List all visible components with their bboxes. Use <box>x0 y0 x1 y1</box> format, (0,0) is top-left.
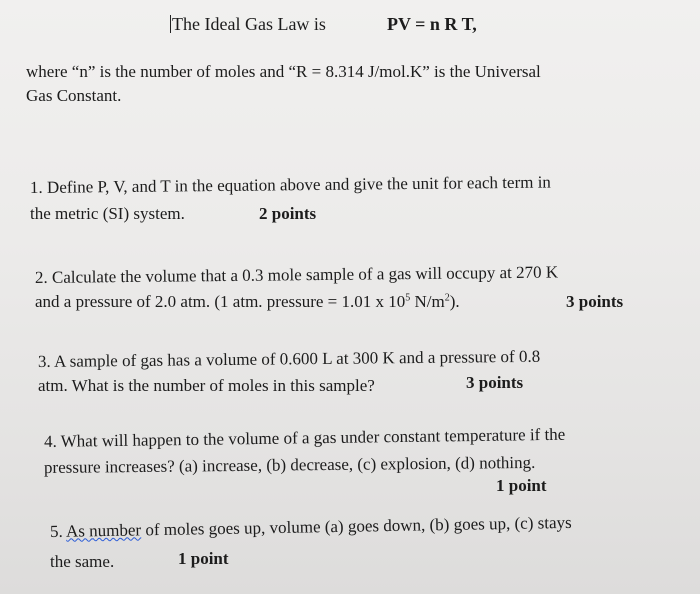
question-2-line-1: 2. Calculate the volume that a 0.3 mole sample of a gas will occupy at 270 K <box>34 262 559 287</box>
question-3-line-1: 3. A sample of gas has a volume of 0.600 L at 300 K and a pressure of 0.8 <box>37 346 541 371</box>
question-2-text-a: and a pressure of 2.0 atm. (1 atm. pressure = 1.01 x 10 <box>35 292 406 311</box>
question-4-points: 1 point <box>496 476 547 495</box>
question-1-line-2 <box>30 204 317 224</box>
question-2-text-b: N/m <box>410 292 445 311</box>
intro-text: The Ideal Gas Law is <box>172 14 326 34</box>
question-5-line-1 <box>50 513 572 542</box>
question-5-line-2 <box>50 549 229 572</box>
question-1-points: 2 points <box>259 204 317 223</box>
definition-line-2: Gas Constant. <box>26 86 122 105</box>
question-1-line-1: 1. Define P, V, and T in the equation above and give the unit for each term in <box>29 172 551 197</box>
question-2-text-c: ). <box>449 292 460 311</box>
ideal-gas-equation: PV = n R T, <box>387 14 477 34</box>
ideal-gas-law-intro <box>170 14 326 35</box>
question-2-unit-exponent: 2 <box>444 292 450 304</box>
question-3-line-2 <box>38 373 524 396</box>
question-5-points: 1 point <box>178 549 229 568</box>
question-2-line-2 <box>35 292 624 312</box>
text-cursor <box>170 15 171 33</box>
question-2-points: 3 points <box>566 292 624 311</box>
question-5-text: of moles goes up, volume (a) goes down, (b) goes up, (c) stays <box>140 512 572 540</box>
definition-line-1: where “n” is the number of moles and “R = 8.314 J/mol.K” is the Universal <box>26 62 541 81</box>
question-4-line-2: pressure increases? (a) increase, (b) decrease, (c) explosion, (d) nothing. <box>43 452 536 477</box>
question-4-line-1: 4. What will happen to the volume of a gas under constant temperature if the <box>43 424 566 451</box>
question-2-exponent: 5 <box>405 292 411 304</box>
question-5-underlined-phrase: As number <box>65 520 142 541</box>
question-3-text: atm. What is the number of moles in this sample? <box>38 376 375 395</box>
question-1-text: the metric (SI) system. <box>30 204 185 223</box>
question-3-points: 3 points <box>466 373 524 392</box>
question-5-text-end: the same. <box>50 552 115 571</box>
question-5-number: 5. <box>49 521 67 541</box>
